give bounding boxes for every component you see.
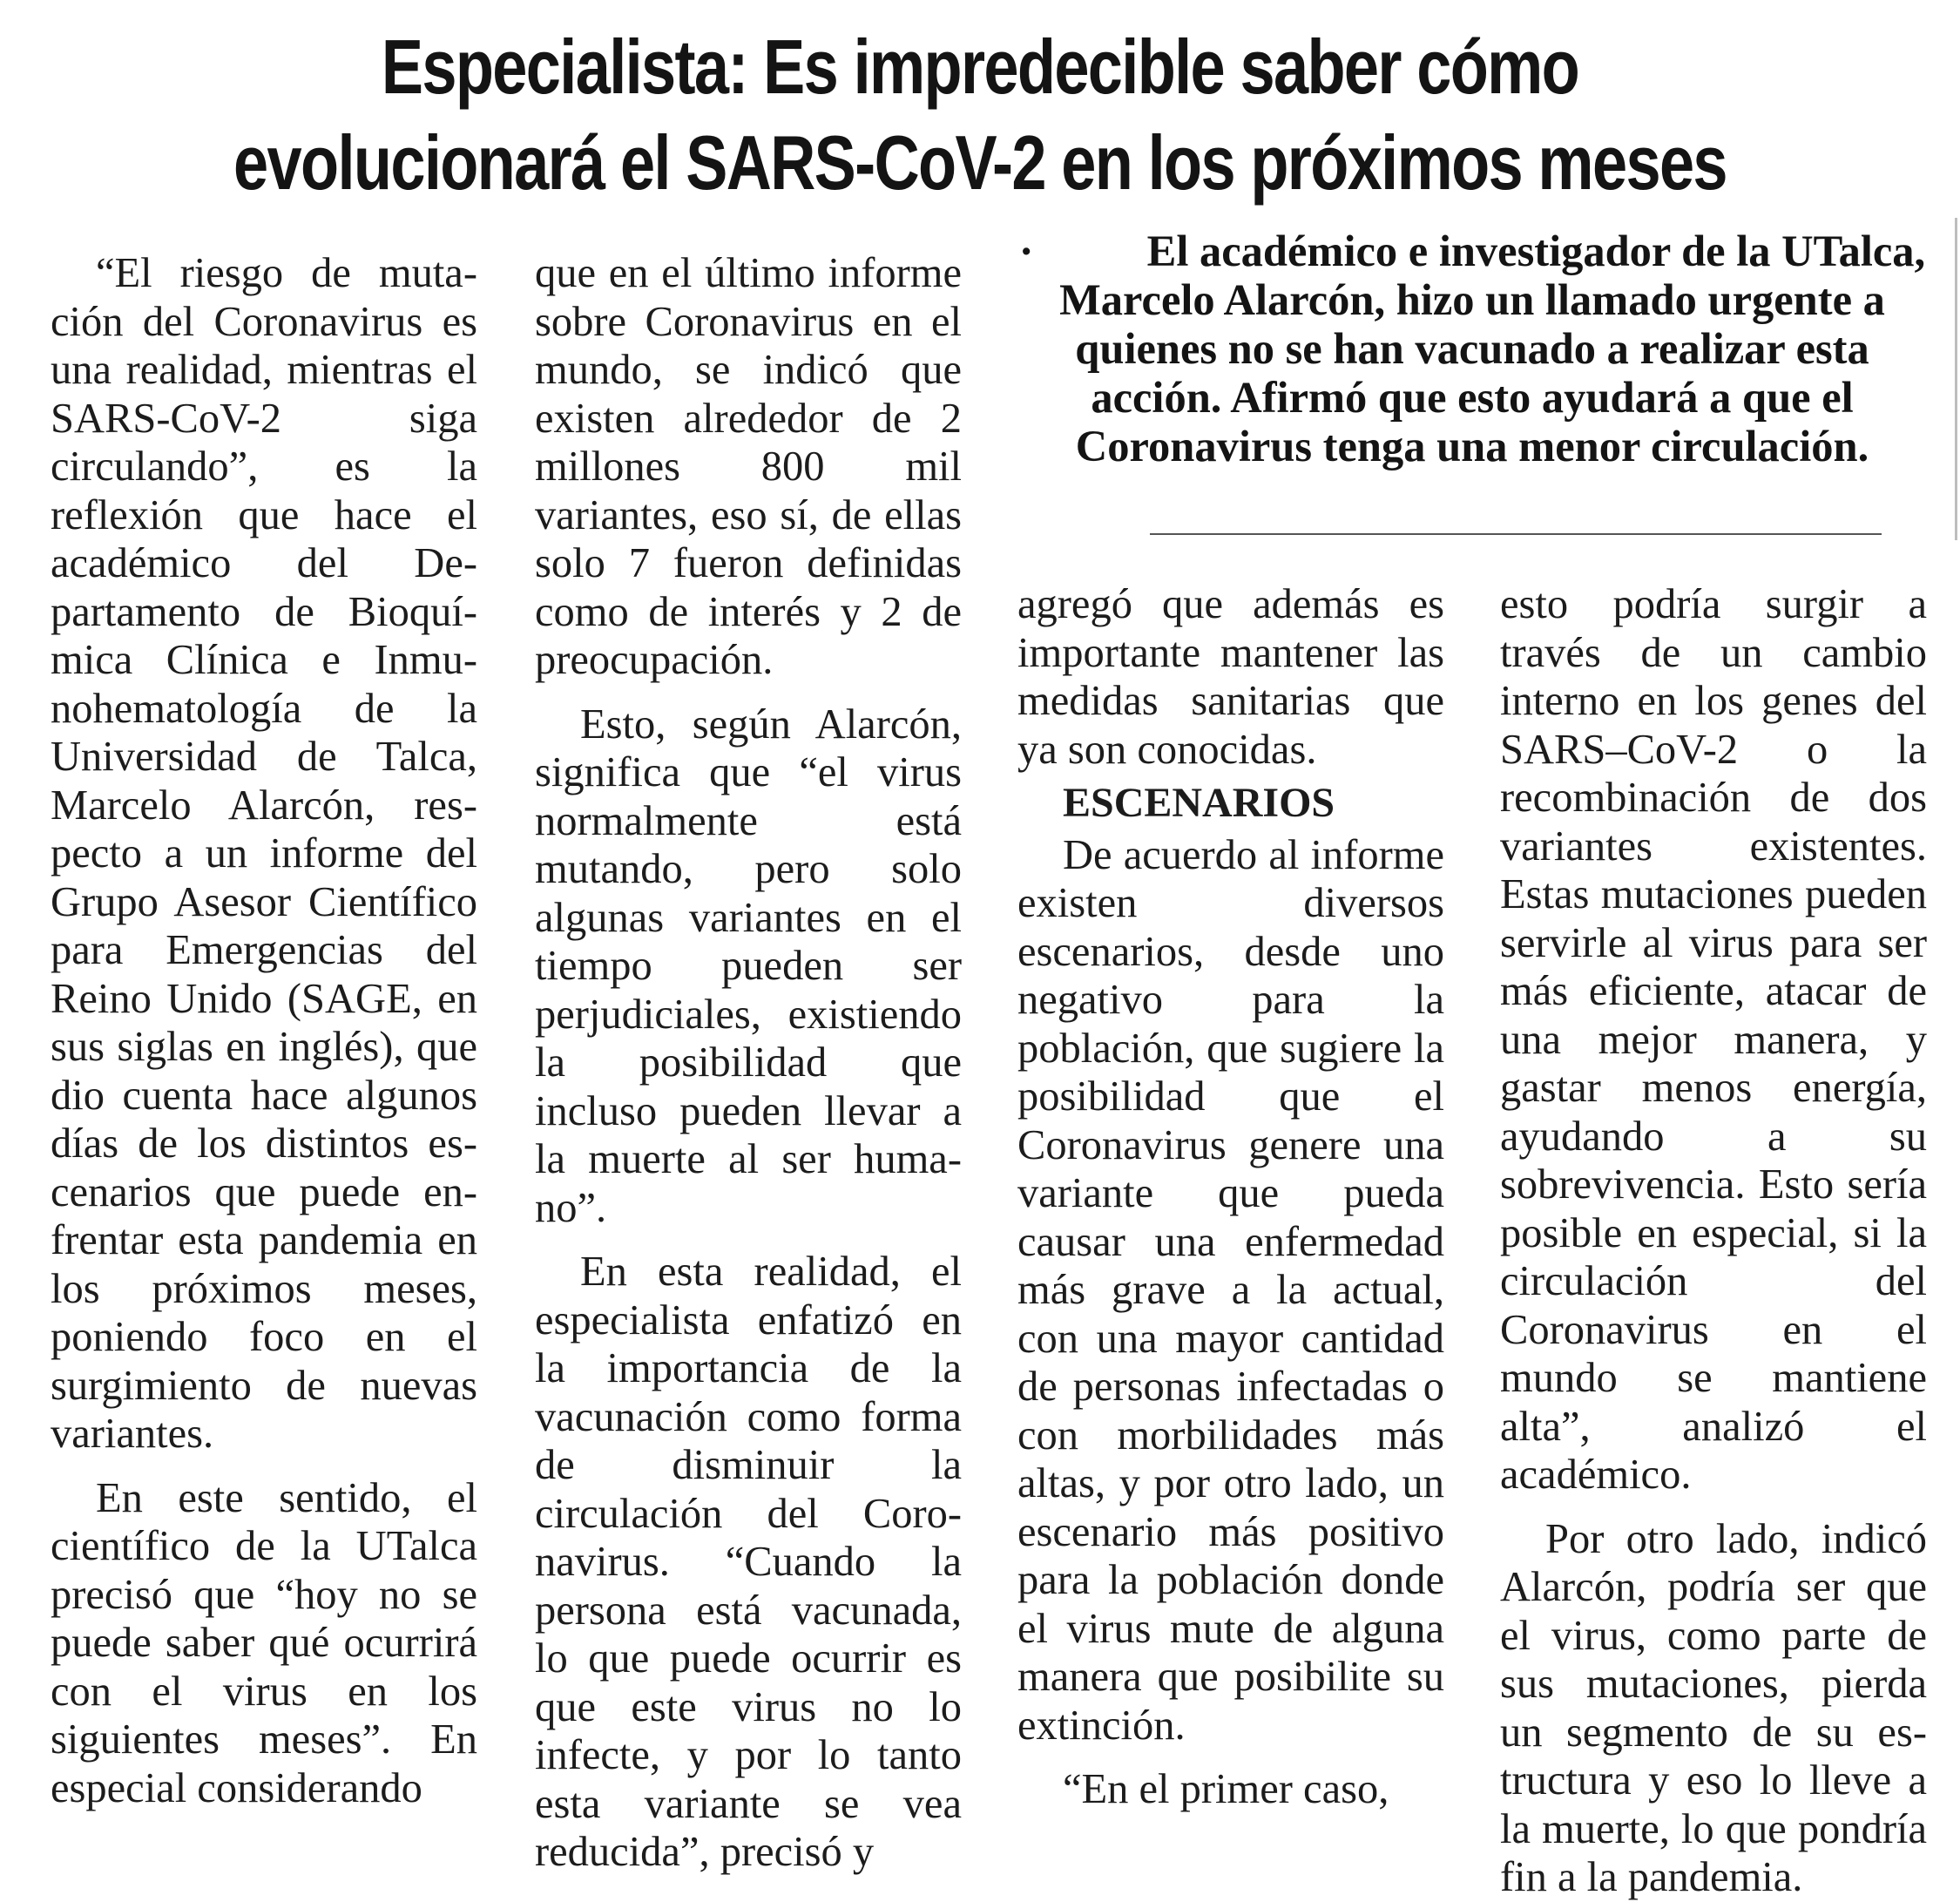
paragraph: En esta realidad, el especialista enfatizó en la importancia de la vacunación como forma de disminuir la circulación del Coronavirus. “Cuando la persona está vacunada, lo que puede ocurrir es que este virus no lo infecte, y por lo tanto esta variante se vea reducida”, precisó y xyxy=(535,1249,962,1875)
paragraph: “El riesgo de mutación del Coronavirus es una realidad, mientras el SARS-CoV-2 siga circulando”, es la reflexión que hace el académico del Departamento de Bioquímica Clínica e Inmunohematología de la Universidad de Talca, Marcelo Alarcón, respecto a un informe del Grupo Asesor Científico para Emergencias del Reino Unido (SAGE, en sus siglas en inglés), que dio cuenta hace algunos días de los distintos escenarios que puede enfrentar esta pandemia en los próximos meses, poniendo foco en el surgimiento de nuevas variantes. xyxy=(51,250,477,1457)
paragraph: Esto, según Alarcón, significa que “el virus normalmente está mutando, pero solo algunas variantes en el tiempo pueden ser perjudiciales, existiendo la posibilidad que incluso pueden llevar a la muerte al ser humano”. xyxy=(535,701,962,1231)
paragraph: agregó que además es importante mantener las medidas sanitarias que ya son conocidas. xyxy=(1017,581,1444,773)
paragraph: que en el último informe sobre Coronavirus en el mundo, se indicó que existen alrededor de 2 millones 800 mil variantes, eso sí, de ellas solo 7 fueron definidas como de interés y 2 de preocupación. xyxy=(535,250,962,683)
paragraph: “En el primer caso, xyxy=(1063,1766,1389,1812)
page-edge-line xyxy=(1955,218,1957,540)
paragraph: Por otro lado, indicó Alarcón, podría ser que el virus, como parte de sus mutaciones, pierda un segmento de su estructura y eso lo lleve a la muerte, lo que pondría fin a la pandemia. xyxy=(1500,1515,1927,1900)
headline-line-1: Especialista: Es impredecible saber cómo xyxy=(381,24,1579,110)
paragraph: De acuerdo al informe existen diversos escenarios, desde uno negativo para la población, que sugiere la posibilidad que el Coronavirus genere una variante que pueda causar una enfermedad más grave a la actual, con una mayor cantidad de personas infectadas o con morbilidades más altas, y por otro lado, un escenario más positivo para la población donde el virus mute de alguna manera que posibilite su extinción. xyxy=(1017,831,1444,1749)
deck-divider xyxy=(1150,533,1882,535)
article-column-1 xyxy=(51,249,477,1812)
article-column-2 xyxy=(535,249,962,1877)
paragraph: esto podría surgir a través de un cambio interno en los genes del SARS–CoV-2 o la recombinación de dos variantes existentes. Estas mutaciones pueden servirle al virus para ser más eficiente, atacar de una mejor manera, y gastar menos energía, ayudando a su sobrevivencia. Esto sería posible en especial, si la circulación del Coronavirus en el mundo se mantiene alta”, analizó el académico. xyxy=(1500,581,1927,1498)
deck-bullet: · xyxy=(1018,227,1034,275)
article-column-4 xyxy=(1500,580,1927,1902)
paragraph: En este sentido, el científico de la UTalca precisó que “hoy no se puede saber qué ocurrirá con el virus en los siguientes meses”. En especial considerando xyxy=(51,1474,477,1811)
deck-text: El académico e investigador de la UTalca, Marcelo Alarcón, hizo un llamado urgente a quienes no se han vacunado a realizar esta acción. Afirmó que esto ayudará a que el Coronavirus tenga una menor circulación. xyxy=(1059,227,1926,470)
section-subheading: ESCENARIOS xyxy=(1063,780,1335,826)
headline-line-2: evolucionará el SARS-CoV-2 en los próximos meses xyxy=(233,119,1727,206)
deck-summary xyxy=(1017,227,1927,470)
headline xyxy=(177,19,1784,211)
article-column-3 xyxy=(1017,580,1444,1814)
